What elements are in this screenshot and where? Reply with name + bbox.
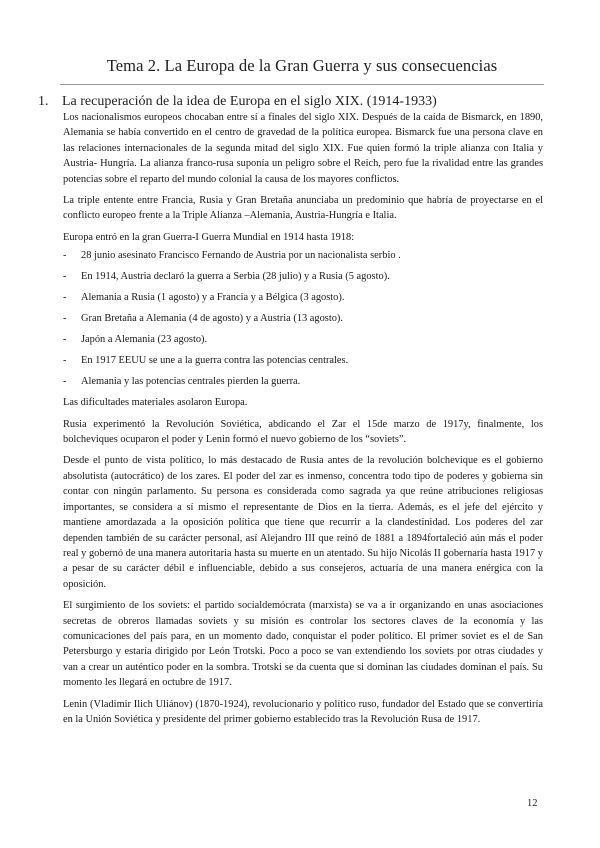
paragraph: Los nacionalismos europeos chocaban entre sí a finales del siglo XIX. Después de la caída de Bismarck, en 1890, Alemania se había convertido en el centro de gravedad de la política europea. Bismarck fue una persona clave en las relaciones internacionales de la segunda mitad del siglo XIX. Fue quien formó la triple alianza con Italia y Austria- Hungría. La alianza franco-rusa suponía un peligro sobre el Reich, pero fue la rivalidad entre las grandes potencias sobre el reparto del mundo colonial la causa de los mayores conflictos. bbox=[63, 112, 543, 185]
paragraph: Rusia experimentó la Revolución Soviética, abdicando el Zar el 15de marzo de 1917y, finalmente, los bolcheviques ocuparon el poder y Lenin formó el nuevo gobierno de los “soviets”. bbox=[63, 418, 543, 446]
list-item bbox=[63, 269, 543, 284]
list-item-text: Alemania a Rusia (1 agosto) y a Francia y a Bélgica (3 agosto). bbox=[81, 292, 345, 304]
list-marker: - bbox=[63, 292, 67, 304]
section-heading-text: La recuperación de la idea de Europa en el siglo XIX. (1914-1933) bbox=[62, 94, 437, 109]
page-number: 12 bbox=[527, 798, 538, 809]
list-item-text: Alemania y las potencias centrales pierden la guerra. bbox=[81, 376, 301, 388]
event-list bbox=[63, 248, 543, 389]
list-item-text: Japón a Alemania (23 agosto). bbox=[81, 334, 208, 346]
title-divider bbox=[60, 84, 544, 85]
list-item bbox=[63, 290, 543, 305]
list-marker: - bbox=[63, 271, 67, 283]
list-item bbox=[63, 332, 543, 347]
list-item-text: En 1917 EEUU se une a la guerra contra las potencias centrales. bbox=[81, 355, 349, 367]
list-item-text: 28 junio asesinato Francisco Fernando de Austria por un nacionalista serbio . bbox=[81, 250, 401, 262]
list-item bbox=[63, 248, 543, 263]
paragraph: Desde el punto de vista político, lo más destacado de Rusia antes de la revolución bolchevique es el gobierno absolutista (autocrático) de los zares. El poder del zar es inmenso, concentra todo tipo de poderes y gobierna sin contar con ningún parlamento. Su persona es considerada como sagrada ya que reúne atribuciones religiosas importantes, se considera a sí mismo el representante de Dios en la tierra. Además, es el jefe del ejército y mantiene amordazada a la oposición política que tiene que recurrir a la clandestinidad. Los poderes del zar dependen también de su carácter personal, así Alejandro III que reinó de 1881 a 1894fortaleció aún más el poder real y gobernó de una manera autoritaria hasta su muerte en un atentado. Su hijo Nicolás II gobernaría hasta 1917 y a pesar de su carácter débil e influenciable, debido a sus consejeros, actuaría de una manera enérgica con la oposición. bbox=[63, 455, 543, 590]
section-number: 1. bbox=[38, 94, 49, 109]
list-marker: - bbox=[63, 250, 67, 262]
paragraph: Las dificultades materiales asolaron Europa. bbox=[63, 397, 248, 409]
list-item bbox=[63, 374, 543, 389]
list-marker: - bbox=[63, 355, 67, 367]
list-marker: - bbox=[63, 334, 67, 346]
section-heading bbox=[38, 94, 548, 110]
list-item bbox=[63, 311, 543, 326]
list-marker: - bbox=[63, 313, 67, 325]
list-item-text: En 1914, Austria declaró la guerra a Serbia (28 julio) y a Rusia (5 agosto). bbox=[81, 271, 390, 283]
list-item-text: Gran Bretaña a Alemania (4 de agosto) y a Austria (13 agosto). bbox=[81, 313, 343, 325]
paragraph: La triple entente entre Francia, Rusia y Gran Bretaña anunciaba un predominio que habría de proyectarse en el conflicto europeo frente a la Triple Alianza –Alemania, Austria-Hungría e Italia. bbox=[63, 195, 543, 222]
list-item bbox=[63, 353, 543, 368]
paragraph: Lenin (Vladimir Ilich Uliánov) (1870-1924), revolucionario y político ruso, fundador del Estado que se convertiría en la Unión Soviética y presidente del primer gobierno establecido tras la Revolución Rusa de 1917. bbox=[63, 698, 543, 725]
list-marker: - bbox=[63, 376, 67, 388]
paragraph: Europa entró en la gran Guerra-I Guerra Mundial en 1914 hasta 1918: bbox=[63, 231, 355, 243]
body-text bbox=[63, 110, 543, 733]
paragraph: El surgimiento de los soviets: el partido socialdemócrata (marxista) se va a ir organizando en unas asociaciones secretas de obreros llamadas soviets y su misión es controlar los sectores claves de la economía y las comunicaciones del país para, en un momento dado, conquistar el poder político. El primer soviet es el de San Petersburgo y estaría dirigido por León Trotski. Poco a poco se van extendiendo los soviets por otras ciudades y van a crear un auténtico poder en la sombra. Trotski se da cuenta que si dominan las ciudades dominan el país. Su momento les llegará en octubre de 1917. bbox=[63, 600, 543, 689]
document-title: Tema 2. La Europa de la Gran Guerra y sus consecuencias bbox=[106, 56, 498, 75]
